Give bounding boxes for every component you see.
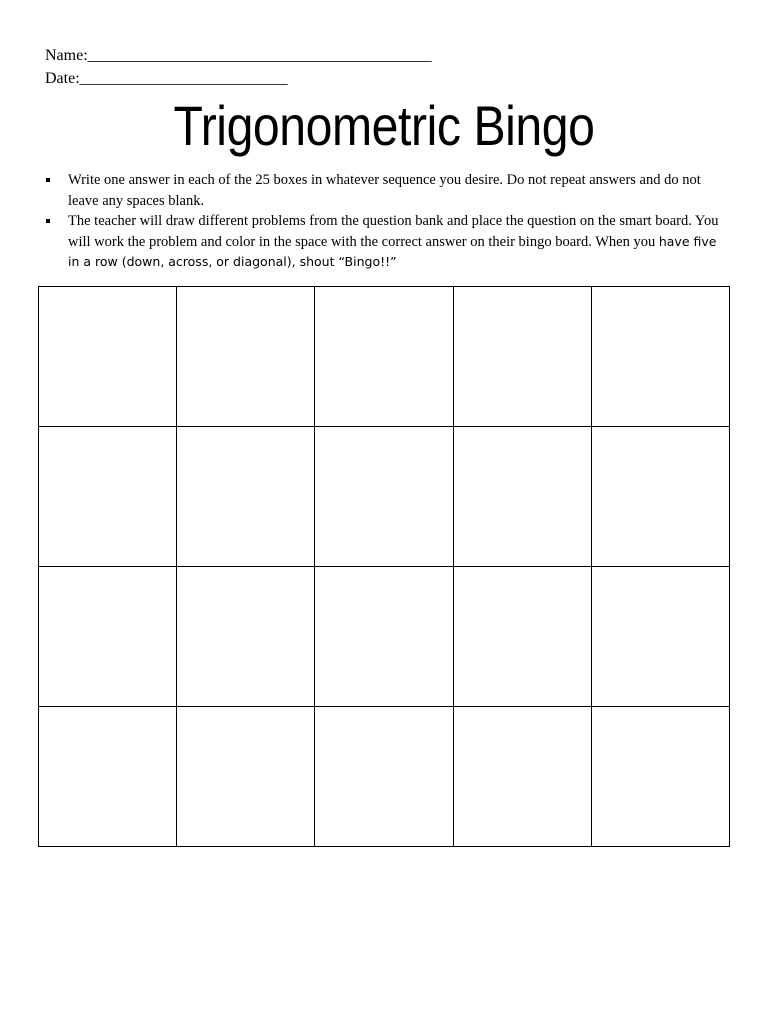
instruction-text: Write one answer in each of the 25 boxes in whatever sequence you desire. Do not repeat answers and do not leave any spaces blank. [68, 172, 701, 209]
bingo-cell[interactable] [591, 707, 729, 847]
bingo-cell[interactable] [453, 707, 591, 847]
bingo-cell[interactable] [453, 427, 591, 567]
bingo-cell[interactable] [39, 427, 177, 567]
bingo-cell[interactable] [39, 567, 177, 707]
bingo-row [39, 707, 730, 847]
bingo-cell[interactable] [177, 427, 315, 567]
name-field[interactable]: Name:___________________________________________ [45, 47, 432, 64]
bingo-row [39, 427, 730, 567]
bingo-cell[interactable] [39, 707, 177, 847]
bingo-cell[interactable] [39, 287, 177, 427]
bingo-board [38, 286, 730, 847]
bingo-row [39, 567, 730, 707]
bingo-cell[interactable] [177, 287, 315, 427]
bingo-cell[interactable] [315, 427, 453, 567]
bingo-cell[interactable] [177, 567, 315, 707]
bingo-cell[interactable] [453, 567, 591, 707]
instruction-shout-text: have five in a row (down, across, or diagonal), shout “Bingo!!” [68, 233, 717, 269]
bingo-cell[interactable] [315, 287, 453, 427]
bingo-cell[interactable] [315, 567, 453, 707]
bingo-cell[interactable] [315, 707, 453, 847]
page-title: Trigonometric Bingo [173, 94, 595, 157]
instruction-item [40, 211, 730, 273]
bingo-cell[interactable] [591, 427, 729, 567]
bingo-cell[interactable] [591, 567, 729, 707]
instruction-item [40, 170, 730, 211]
bingo-row [39, 287, 730, 427]
instruction-text: The teacher will draw different problems from the question bank and place the question on the smart board. You will work the problem and color in the space with the correct answer on their bingo board. When you [68, 213, 719, 250]
instructions-list [40, 170, 730, 273]
bingo-cell[interactable] [177, 707, 315, 847]
bingo-cell[interactable] [591, 287, 729, 427]
date-field[interactable]: Date:__________________________ [45, 70, 288, 87]
bingo-cell[interactable] [453, 287, 591, 427]
